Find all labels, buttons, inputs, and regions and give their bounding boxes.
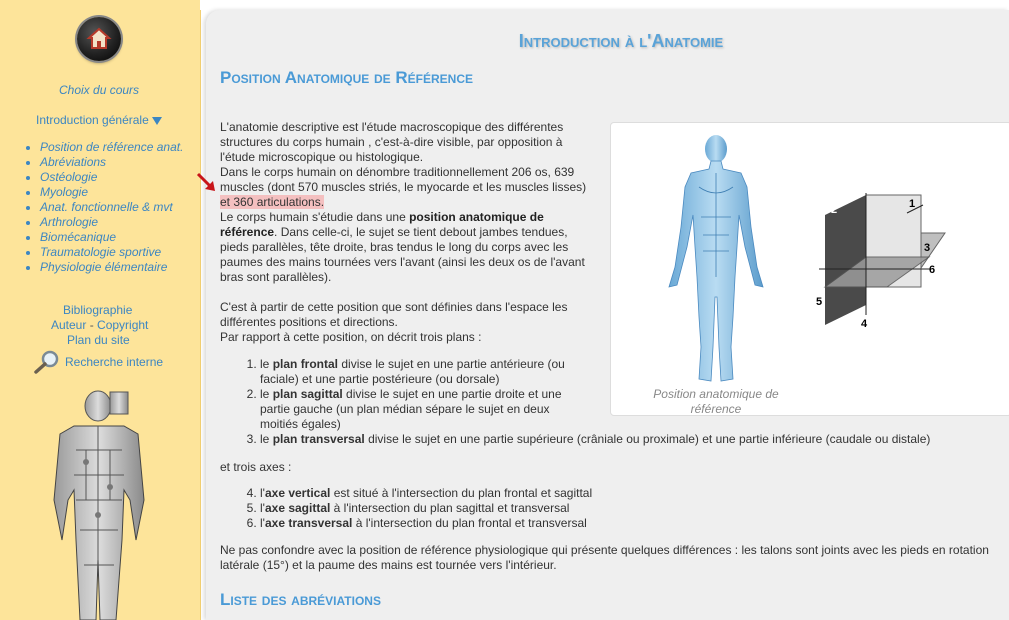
figure-caption: Position anatomique de référence xyxy=(653,387,779,416)
list-item: 5. l'axe sagittal à l'intersection du plan sagittal et transversal xyxy=(260,501,1009,516)
pos-text-bold: position anatomique de référence xyxy=(220,210,544,239)
plans-list xyxy=(220,357,1009,447)
red-arrow-icon xyxy=(196,172,218,194)
paragraph-physiologique: Ne pas confondre avec la position de référence physiologique qui présente quelques différences : les talons sont joints avec les pieds en rotation latérale (15°) et la paume des mains est tournée vers l'intérieur. xyxy=(220,543,989,572)
bibliographie-link[interactable]: Bibliographie xyxy=(63,303,133,317)
auteur-copyright-row xyxy=(51,318,148,332)
intro-generale-link[interactable] xyxy=(36,113,162,127)
pos-text-c: . Dans celle-ci, le sujet se tient debout jambes tendues, pieds parallèles, tête droite, bras tendus le long du corps avec les paumes des mains tournées vers l'avant (ainsi les deux os de l'avant bras sont parallèles). xyxy=(220,225,585,284)
count-text: Dans le corps humain on dénombre traditionnellement 206 os, 639 muscles (dont 570 muscles striés, le myocarde et les muscles lisses) xyxy=(220,165,587,194)
intro-generale-label: Introduction générale xyxy=(36,113,149,127)
plan-du-site-link[interactable]: Plan du site xyxy=(67,333,130,347)
label-4: 4 xyxy=(861,318,868,330)
list-item: 2. le plan sagittal divise le sujet en une partie droite et une partie gauche (un plan médian sépare le sujet en deux moitiés égales) xyxy=(260,387,590,432)
axes-list xyxy=(220,486,1009,531)
label-3: 3 xyxy=(924,242,931,254)
nav-item-anat-fonctionnelle[interactable]: • Anat. fonctionnelle & mvt xyxy=(40,200,183,215)
paragraph-intro: L'anatomie descriptive est l'étude macroscopique des différentes structures du corps humain , c'est-à-dire visible, par opposition à l'étude microscopique ou histologique. xyxy=(220,120,564,164)
course-nav-list xyxy=(28,140,183,275)
pos-text-a: Le corps humain s'étudie dans une xyxy=(220,210,410,224)
auteur-link[interactable]: Auteur xyxy=(51,318,87,332)
nav-item-traumatologie[interactable]: • Traumatologie sportive xyxy=(40,245,183,260)
nav-item-physiologie[interactable]: • Physiologie élémentaire xyxy=(40,260,183,275)
magnifier-icon xyxy=(33,350,61,374)
nav-item-abreviations[interactable]: • Abréviations xyxy=(40,155,183,170)
label-2: 2 xyxy=(831,204,838,216)
recherche-interne-link[interactable] xyxy=(33,350,163,374)
nav-item-position[interactable]: • Position de référence anat. xyxy=(40,140,183,155)
nav-item-biomecanique[interactable]: • Biomécanique xyxy=(40,230,183,245)
paragraph-directions xyxy=(220,300,590,345)
list-item: 6. l'axe transversal à l'intersection du plan frontal et transversal xyxy=(260,516,1009,531)
dir-text-a: C'est à partir de cette position que sont définies dans l'espace les différentes positions et directions. xyxy=(220,300,568,329)
home-icon xyxy=(86,26,112,52)
dir-text-b: Par rapport à cette position, on décrit trois plans : xyxy=(220,330,482,344)
choix-du-cours-link[interactable]: Choix du cours xyxy=(59,83,140,97)
sidebar xyxy=(0,0,201,620)
label-6: 6 xyxy=(929,264,936,276)
section-title-abreviations: Liste des abréviations xyxy=(220,590,381,609)
paragraph-count xyxy=(220,165,590,210)
puzzle-body-image xyxy=(40,390,160,620)
main-content xyxy=(206,10,1009,620)
top-strip xyxy=(200,0,1009,10)
section-title-position: Position Anatomique de Référence xyxy=(220,68,474,87)
page-title: Introduction à l'Anatomie xyxy=(518,31,724,51)
list-item: 3. le plan transversal divise le sujet en une partie supérieure (crâniale ou proximale) et une partie inférieure (caudale ou distale) xyxy=(260,432,1009,447)
label-1: 1 xyxy=(909,198,916,210)
nav-item-myologie[interactable]: • Myologie xyxy=(40,185,183,200)
dropdown-arrow-icon xyxy=(152,117,162,125)
list-item: 1. le plan frontal divise le sujet en une partie antérieure (ou faciale) et une partie postérieure (ou dorsale) xyxy=(260,357,590,387)
planes-diagram xyxy=(811,193,961,333)
human-body-image xyxy=(641,127,791,389)
list-item: 4. l'axe vertical est situé à l'intersection du plan frontal et sagittal xyxy=(260,486,1009,501)
recherche-label: Recherche interne xyxy=(65,355,164,369)
separator: - xyxy=(86,318,98,332)
nav-item-arthrologie[interactable]: • Arthrologie xyxy=(40,215,183,230)
nav-item-osteologie[interactable]: • Ostéologie xyxy=(40,170,183,185)
copyright-link[interactable]: Copyright xyxy=(97,318,149,332)
axes-intro: et trois axes : xyxy=(220,460,292,474)
highlight-articulations: et 360 articulations. xyxy=(220,195,325,209)
home-button[interactable] xyxy=(77,17,121,61)
paragraph-position xyxy=(220,210,590,285)
label-5: 5 xyxy=(816,296,823,308)
